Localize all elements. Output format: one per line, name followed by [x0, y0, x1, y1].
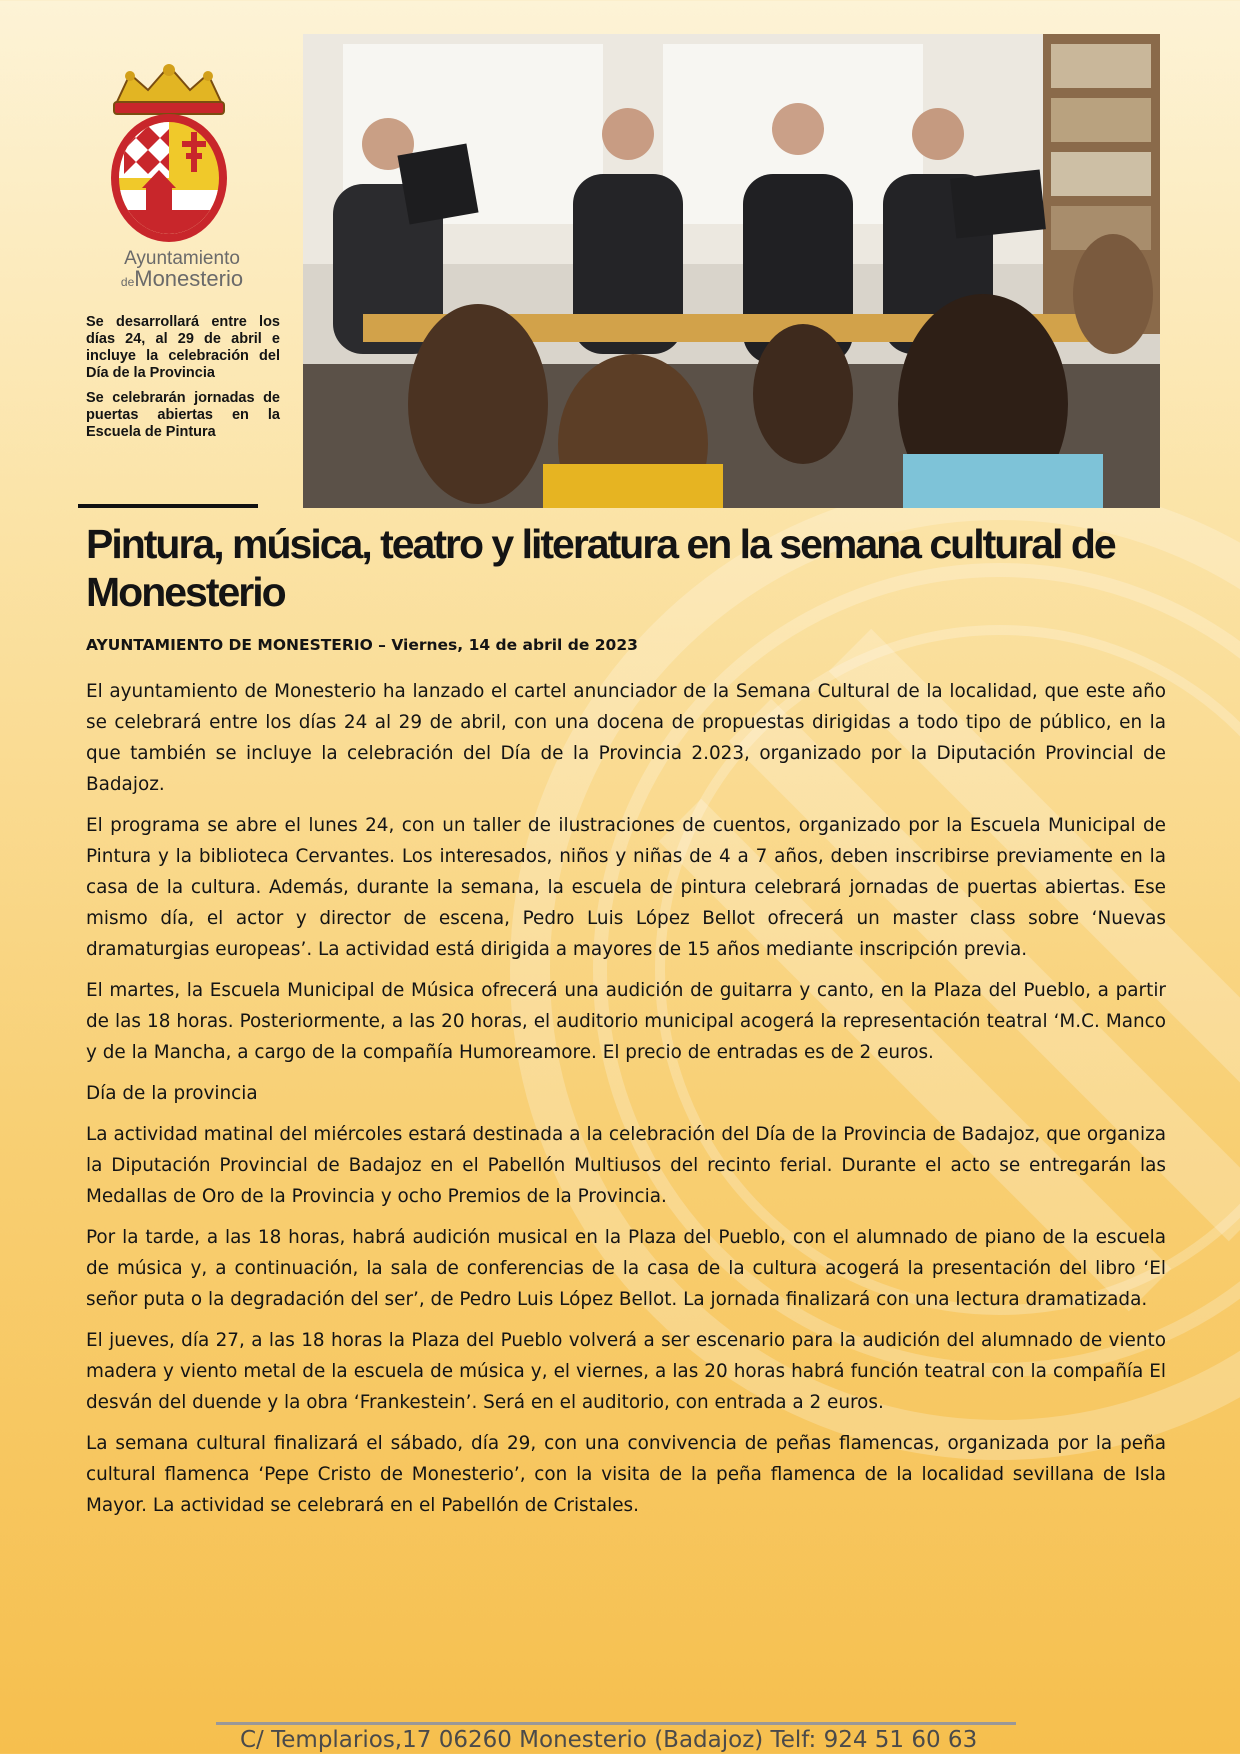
article-paragraph: Por la tarde, a las 18 horas, habrá audición musical en la Plaza del Pueblo, con el alumnado de piano de la escuela de música y, a continuación, la sala de conferencias de la casa de la cultura acogerá la presentación del libro ‘El señor puta o la degradación del ser’, de Pedro Luis López Bellot. La jornada finalizará con una lectura dramatizada. — [86, 1227, 1166, 1310]
article-paragraph: El martes, la Escuela Municipal de Música ofrecerá una audición de guitarra y canto, en la Plaza del Pueblo, a partir de las 18 horas. Posteriormente, a las 20 horas, el auditorio municipal acogerá la representación teatral ‘M.C. Manco y de la Mancha, a cargo de la compañía Humoreamore. El precio de entradas es de 2 euros. — [86, 980, 1166, 1063]
article-body — [86, 676, 1166, 1531]
article-paragraph: El jueves, día 27, a las 18 horas la Plaza del Pueblo volverá a ser escenario para la audición del alumnado de viento madera y viento metal de la escuela de música y, el viernes, a las 20 horas habrá función teatral con la compañía El desván del duende y la obra ‘Frankestein’. Será en el auditorio, con entrada a 2 euros. — [86, 1330, 1166, 1413]
municipal-logo — [82, 60, 282, 292]
concert-photo — [303, 34, 1160, 508]
article-paragraph: La semana cultural finalizará el sábado, día 29, con una convivencia de peñas flamencas, organizada por la peña cultural flamenca ‘Pepe Cristo de Monesterio’, con la visita de la peña flamenca de la localidad sevillana de Isla Mayor. La actividad se celebrará en el Pabellón de Cristales. — [86, 1433, 1166, 1516]
logo-name-line1: Ayuntamiento — [124, 248, 240, 269]
article-byline: AYUNTAMIENTO DE MONESTERIO – Viernes, 14 de abril de 2023 — [86, 636, 638, 654]
sidebar-highlights — [86, 314, 280, 449]
highlight-text: Se celebrarán jornadas de puertas abiertas en la Escuela de Pintura — [86, 390, 280, 440]
logo-name-line2 — [82, 266, 282, 292]
article-paragraph: El programa se abre el lunes 24, con un taller de ilustraciones de cuentos, organizado por la Escuela Municipal de Pintura y la biblioteca Cervantes. Los interesados, niños y niñas de 4 a 7 años, deben inscribirse previamente en la casa de la cultura. Además, durante la semana, la escuela de pintura celebrará jornadas de puertas abiertas. Ese mismo día, el actor y director de escena, Pedro Luis López Bellot ofrecerá un master class sobre ‘Nuevas dramaturgias europeas’. La actividad está dirigida a mayores de 15 años mediante inscripción previa. — [86, 815, 1166, 960]
logo-name-town: Monesterio — [134, 266, 244, 291]
footer-address: C/ Templarios,17 06260 Monesterio (Badajoz) Telf: 924 51 60 63 — [240, 1727, 978, 1753]
coat-of-arms-icon — [94, 60, 244, 246]
logo-name-prefix: de — [120, 275, 135, 289]
article-title: Pintura, música, teatro y literatura en la semana cultural de Monesterio — [86, 521, 1115, 615]
sidebar-divider — [78, 504, 258, 508]
article-subheading: Día de la provincia — [86, 1083, 258, 1104]
article-paragraph: El ayuntamiento de Monesterio ha lanzado el cartel anunciador de la Semana Cultural de la localidad, que este año se celebrará entre los días 24 al 29 de abril, con una docena de propuestas dirigidas a todo tipo de público, en la que también se incluye la celebración del Día de la Provincia 2.023, organizado por la Diputación Provincial de Badajoz. — [86, 681, 1166, 795]
article-paragraph: La actividad matinal del miércoles estará destinada a la celebración del Día de la Provincia de Badajoz, que organiza la Diputación Provincial de Badajoz en el Pabellón Multiusos del recinto ferial. Durante el acto se entregarán las Medallas de Oro de la Provincia y ocho Premios de la Provincia. — [86, 1124, 1166, 1207]
footer-divider — [216, 1722, 1016, 1725]
highlight-text: Se desarrollará entre los días 24, al 29 de abril e incluye la celebración del Día de la Provincia — [86, 314, 280, 381]
